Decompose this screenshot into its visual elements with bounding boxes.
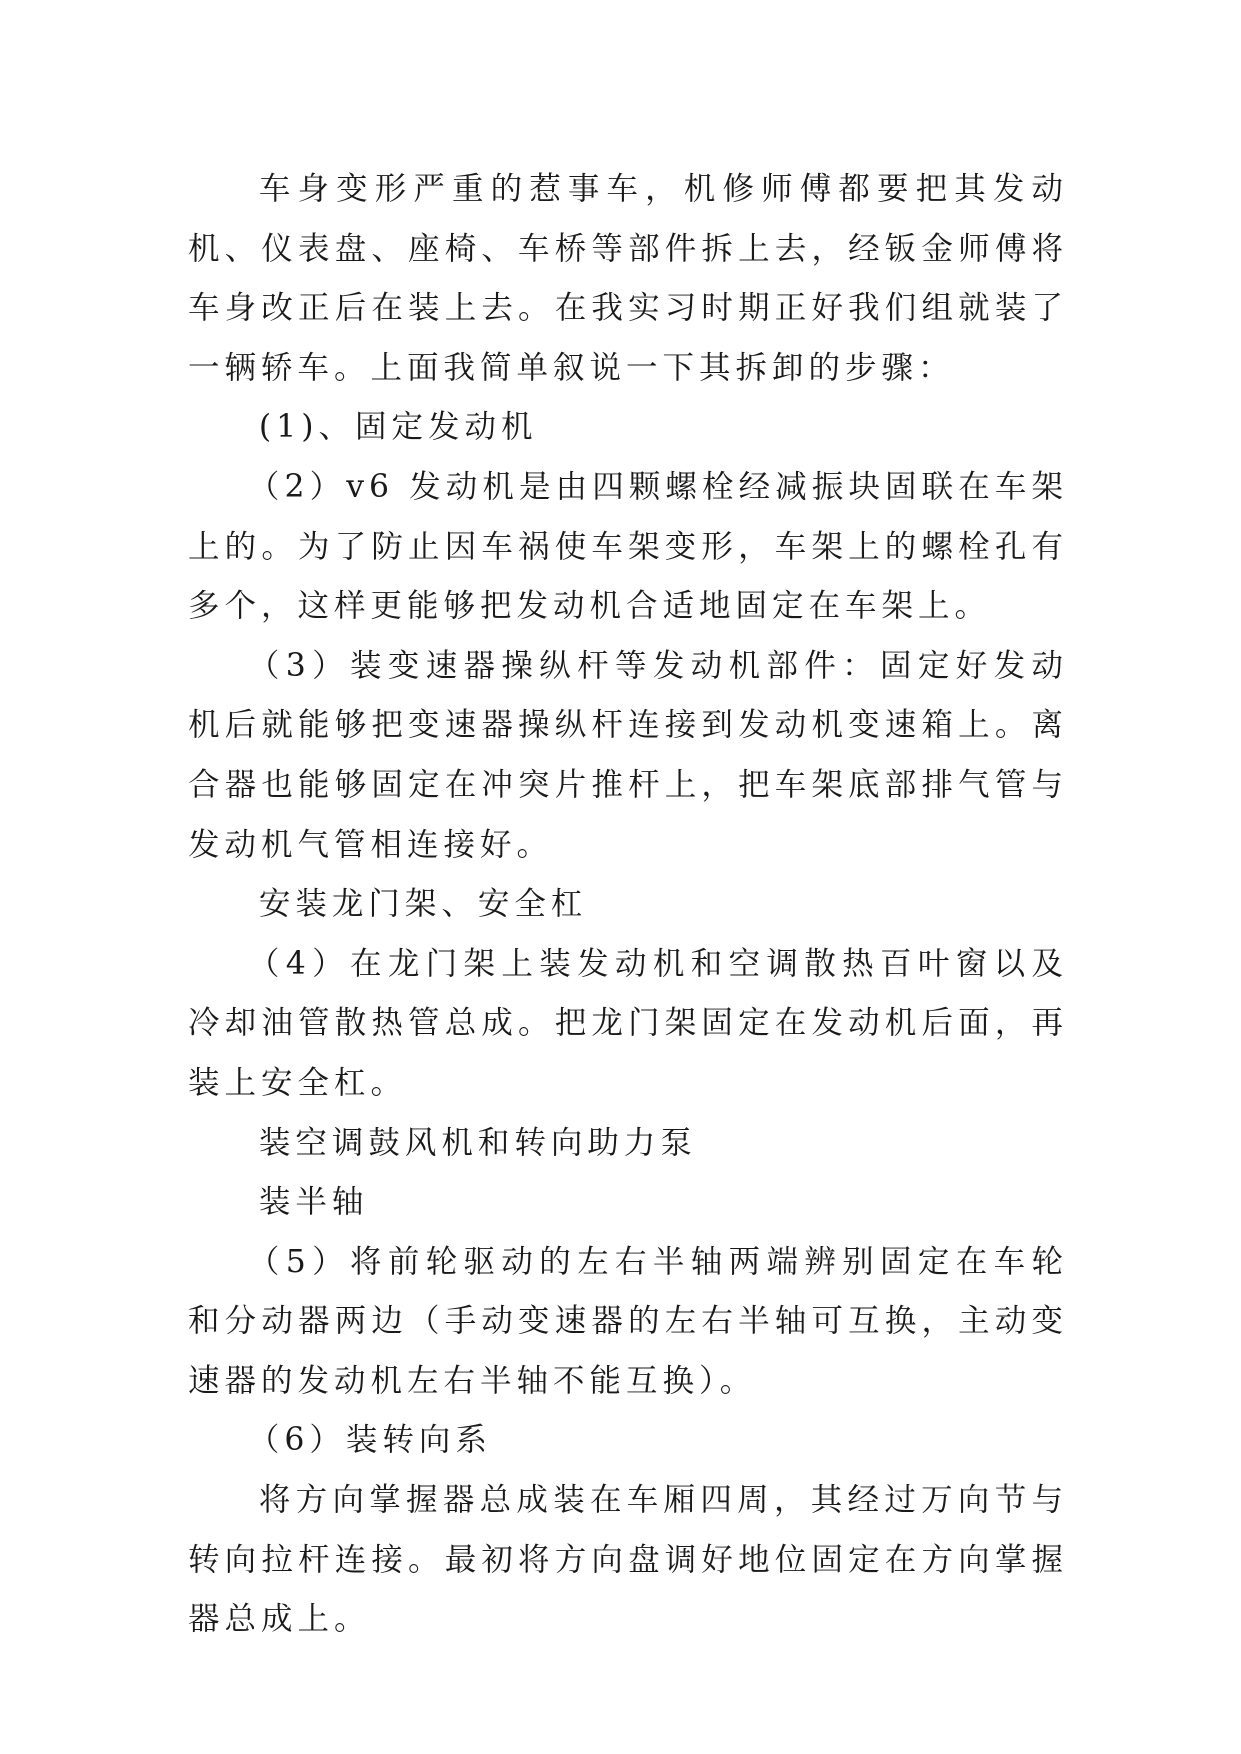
paragraph-steering: 将方向掌握器总成装在车厢四周，其经过万向节与转向拉杆连接。最初将方向盘调好地位固定在方向掌握器总成上。 xyxy=(188,1482,1068,1638)
paragraph-intro: 车身变形严重的惹事车，机修师傅都要把其发动机、仪表盘、座椅、车桥等部件拆上去，经钣金师傅将车身改正后在装上去。在我实习时期正好我们组就装了一辆轿车。上面我简单叙说一下其拆卸的步骤： xyxy=(188,171,1068,386)
paragraph-halfshaft-heading: 装半轴 xyxy=(258,1184,369,1221)
body-text xyxy=(188,160,1068,1650)
paragraph-step-1: (1)、固定发动机 xyxy=(258,409,538,446)
paragraph-step-5: （5）将前轮驱动的左右半轴两端辨别固定在车轮和分动器两边（手动变速器的左右半轴可互换，主动变速器的发动机左右半轴不能互换）。 xyxy=(188,1243,1068,1399)
paragraph-step-4: （4）在龙门架上装发动机和空调散热百叶窗以及冷却油管散热管总成。把龙门架固定在发动机后面，再装上安全杠。 xyxy=(188,945,1068,1101)
paragraph-gantry-heading: 安装龙门架、安全杠 xyxy=(258,886,588,923)
paragraph-blower-heading: 装空调鼓风机和转向助力泵 xyxy=(258,1124,697,1161)
paragraph-step-6: （6）装转向系 xyxy=(247,1422,492,1459)
paragraph-step-2: （2）v6 发动机是由四颗螺栓经减振块固联在车架上的。为了防止因车祸使车架变形，车架上的螺栓孔有多个，这样更能够把发动机合适地固定在车架上。 xyxy=(188,468,1068,625)
paragraph-step-3: （3）装变速器操纵杆等发动机部件：固定好发动机后就能够把变速器操纵杆连接到发动机变速箱上。离合器也能够固定在冲突片推杆上，把车架底部排气管与发动机气管相连接好。 xyxy=(188,647,1068,863)
